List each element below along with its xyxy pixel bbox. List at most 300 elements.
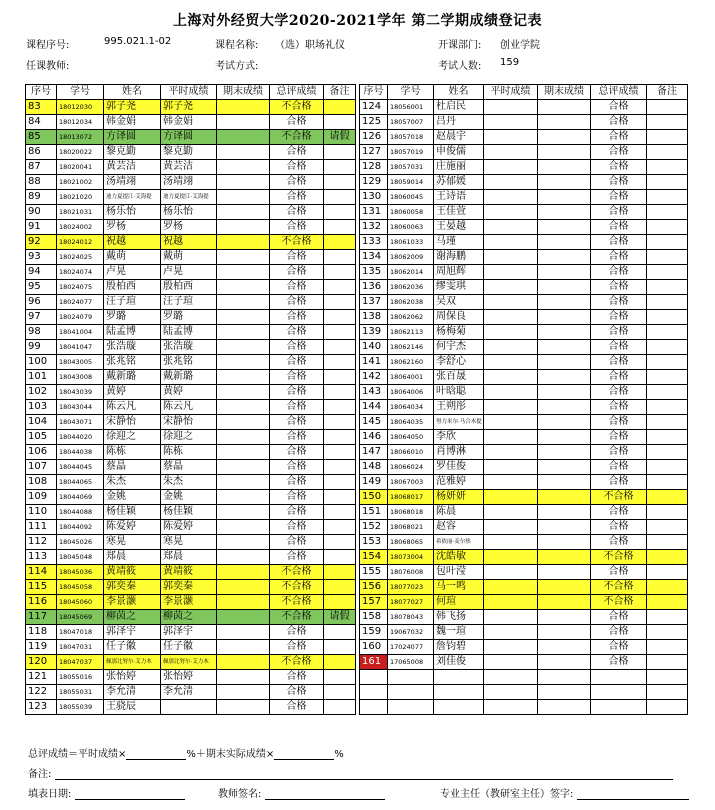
student-name: 申俊儒 [434, 145, 484, 160]
student-id: 17065008 [388, 655, 434, 670]
remark [324, 310, 356, 325]
regular-score [484, 115, 538, 130]
regular-score [484, 670, 538, 685]
remark [647, 490, 688, 505]
row-number: 154 [360, 550, 388, 565]
student-name: 王朔彤 [434, 400, 484, 415]
row-number: 133 [360, 235, 388, 250]
total-score: 不合格 [591, 580, 647, 595]
remark [647, 565, 688, 580]
final-score [217, 430, 270, 445]
total-score: 合格 [270, 475, 324, 490]
student-name: 殷柏西 [104, 280, 161, 295]
student-name [434, 685, 484, 700]
student-name: 王晏越 [434, 220, 484, 235]
remark [647, 355, 688, 370]
final-score [538, 190, 591, 205]
remark [324, 385, 356, 400]
regular-score: 陈云凡 [161, 400, 217, 415]
row-number: 150 [360, 490, 388, 505]
final-score [538, 700, 591, 715]
final-score [217, 265, 270, 280]
total-score: 合格 [270, 115, 324, 130]
remark [647, 220, 688, 235]
final-score [538, 625, 591, 640]
final-score [538, 520, 591, 535]
student-name: 任子徽 [104, 640, 161, 655]
student-id: 18060058 [388, 205, 434, 220]
total-score: 不合格 [270, 595, 324, 610]
total-score: 合格 [591, 370, 647, 385]
row-number: 94 [26, 265, 57, 280]
row-number: 151 [360, 505, 388, 520]
remark [324, 430, 356, 445]
final-score [217, 550, 270, 565]
remark [324, 415, 356, 430]
row-number: 113 [26, 550, 57, 565]
table-row [26, 685, 356, 700]
final-score [217, 505, 270, 520]
student-name: 努力米尔·马合木提 [434, 415, 484, 430]
regular-score [484, 100, 538, 115]
regular-score: 郑晨 [161, 550, 217, 565]
final-score [217, 490, 270, 505]
regular-score [484, 565, 538, 580]
student-id: 18064001 [388, 370, 434, 385]
regular-score: 蔡晶 [161, 460, 217, 475]
remark [324, 625, 356, 640]
table-row [360, 400, 688, 415]
student-id: 18044045 [57, 460, 104, 475]
total-score: 合格 [270, 625, 324, 640]
student-id: 18062062 [388, 310, 434, 325]
header-no: 序号 [360, 85, 388, 100]
remark [647, 655, 688, 670]
dept-value: 创业学院 [500, 40, 540, 51]
total-score: 合格 [591, 250, 647, 265]
row-number: 88 [26, 175, 57, 190]
total-score: 不合格 [591, 490, 647, 505]
row-number: 130 [360, 190, 388, 205]
total-score: 合格 [270, 340, 324, 355]
row-number: 131 [360, 205, 388, 220]
student-name: 陈晨 [434, 505, 484, 520]
total-score: 合格 [270, 280, 324, 295]
student-name: 李允清 [104, 685, 161, 700]
regular-score [484, 655, 538, 670]
row-number: 98 [26, 325, 57, 340]
row-number: 121 [26, 670, 57, 685]
student-name: 周保良 [434, 310, 484, 325]
student-name: 刘佳俊 [434, 655, 484, 670]
director-sign-label: 专业主任（教研室主任）签字: [440, 789, 574, 800]
remark [647, 520, 688, 535]
header-total-score: 总评成绩 [270, 85, 324, 100]
student-id: 18024074 [57, 265, 104, 280]
total-score: 不合格 [270, 100, 324, 115]
page-title: 上海对外经贸大学2020-2021学年 第二学期成绩登记表 [172, 13, 543, 29]
regular-score: 李景灏 [161, 595, 217, 610]
regular-score [484, 175, 538, 190]
final-score [217, 325, 270, 340]
final-score [538, 505, 591, 520]
student-id: 18024025 [57, 250, 104, 265]
remark [324, 160, 356, 175]
student-name: 希依丽·麦尔热 [434, 535, 484, 550]
row-number: 125 [360, 115, 388, 130]
total-score: 不合格 [270, 235, 324, 250]
final-score [217, 595, 270, 610]
table-row [360, 700, 688, 715]
final-score [538, 610, 591, 625]
regular-score: 郭泽宇 [161, 625, 217, 640]
total-score: 合格 [591, 445, 647, 460]
table-row [360, 295, 688, 310]
total-score: 合格 [270, 220, 324, 235]
total-score: 合格 [270, 550, 324, 565]
student-id: 18024075 [57, 280, 104, 295]
table-row [26, 175, 356, 190]
student-id: 18021031 [57, 205, 104, 220]
final-score [538, 550, 591, 565]
row-number: 116 [26, 595, 57, 610]
table-row [26, 190, 356, 205]
student-name: 杨佳颖 [104, 505, 161, 520]
regular-score: 韩金娟 [161, 115, 217, 130]
remark [647, 370, 688, 385]
student-name: 黄靖筱 [104, 565, 161, 580]
teacher-sign-row [218, 785, 385, 800]
table-row [26, 340, 356, 355]
header-remark: 备注 [324, 85, 356, 100]
total-score: 不合格 [270, 655, 324, 670]
total-score: 合格 [270, 250, 324, 265]
final-score [538, 205, 591, 220]
row-number: 109 [26, 490, 57, 505]
student-id [388, 700, 434, 715]
regular-score [484, 415, 538, 430]
student-id: 18076008 [388, 565, 434, 580]
student-name: 郭奕秦 [104, 580, 161, 595]
row-number: 157 [360, 595, 388, 610]
table-row [360, 115, 688, 130]
student-id: 18024002 [57, 220, 104, 235]
course-name-label: 课程名称: [215, 40, 259, 51]
count-value: 159 [500, 57, 520, 68]
remark [647, 250, 688, 265]
row-number: 95 [26, 280, 57, 295]
row-number: 114 [26, 565, 57, 580]
student-name: 杨妍妍 [434, 490, 484, 505]
total-score: 合格 [591, 115, 647, 130]
row-number: 111 [26, 520, 57, 535]
student-name: 卢晃 [104, 265, 161, 280]
header-id: 学号 [388, 85, 434, 100]
total-score: 合格 [270, 370, 324, 385]
student-id: 18068065 [388, 535, 434, 550]
course-no: 995.021.1-02 [104, 36, 172, 47]
table-row [26, 220, 356, 235]
final-score [217, 415, 270, 430]
final-score [217, 340, 270, 355]
regular-score: 黄靖筱 [161, 565, 217, 580]
student-name: 佩那比努尔·艾力木 [104, 655, 161, 670]
total-score: 合格 [591, 160, 647, 175]
table-row [360, 340, 688, 355]
student-id: 18021020 [57, 190, 104, 205]
remark [647, 670, 688, 685]
total-score: 合格 [270, 505, 324, 520]
regular-score [484, 235, 538, 250]
table-row [26, 430, 356, 445]
row-number: 92 [26, 235, 57, 250]
total-score: 不合格 [270, 580, 324, 595]
regular-score [484, 310, 538, 325]
regular-score [484, 475, 538, 490]
student-name: 戴萌 [104, 250, 161, 265]
regular-score: 戴新璐 [161, 370, 217, 385]
student-id: 18045058 [57, 580, 104, 595]
table-row [360, 370, 688, 385]
row-number: 161 [360, 655, 388, 670]
remark [647, 115, 688, 130]
table-row [26, 265, 356, 280]
student-id: 18062014 [388, 265, 434, 280]
table-row [360, 235, 688, 250]
final-score [538, 535, 591, 550]
row-number: 89 [26, 190, 57, 205]
header-final-score: 期末成绩 [217, 85, 270, 100]
student-name: 寒晃 [104, 535, 161, 550]
regular-score: 迪力夏提江·艾海提 [161, 190, 217, 205]
final-score [217, 310, 270, 325]
remark [647, 580, 688, 595]
student-id: 18024012 [57, 235, 104, 250]
remark [647, 385, 688, 400]
remark [647, 505, 688, 520]
student-name: 范雅婷 [434, 475, 484, 490]
regular-score [484, 625, 538, 640]
remark [324, 475, 356, 490]
regular-score: 张浩璇 [161, 340, 217, 355]
final-score [217, 580, 270, 595]
table-row [360, 325, 688, 340]
final-score [538, 115, 591, 130]
total-score: 合格 [270, 535, 324, 550]
regular-score: 罗杨 [161, 220, 217, 235]
header-name: 姓名 [434, 85, 484, 100]
final-score [217, 640, 270, 655]
total-score: 不合格 [591, 550, 647, 565]
final-score [538, 460, 591, 475]
remark [647, 445, 688, 460]
row-number: 127 [360, 145, 388, 160]
student-id: 18044069 [57, 490, 104, 505]
row-number: 132 [360, 220, 388, 235]
row-number: 101 [26, 370, 57, 385]
formula-part-a: 总评成绩＝平时成绩× [28, 749, 127, 760]
student-id: 18066010 [388, 445, 434, 460]
row-number: 103 [26, 400, 57, 415]
regular-score: 陆孟博 [161, 325, 217, 340]
row-number: 138 [360, 310, 388, 325]
formula-part-c: % [334, 749, 344, 760]
row-number: 148 [360, 460, 388, 475]
regular-score: 陈栋 [161, 445, 217, 460]
total-score: 合格 [270, 205, 324, 220]
table-row [26, 385, 356, 400]
table-row [26, 235, 356, 250]
final-score [217, 250, 270, 265]
table-row [360, 505, 688, 520]
student-name: 黄芸洁 [104, 160, 161, 175]
table-row [360, 385, 688, 400]
regular-score: 佩那比努尔·艾力木 [161, 655, 217, 670]
final-score [538, 580, 591, 595]
table-row [26, 670, 356, 685]
student-name: 陈爱婷 [104, 520, 161, 535]
row-number: 115 [26, 580, 57, 595]
table-row [360, 250, 688, 265]
student-name: 金姚 [104, 490, 161, 505]
student-id: 18060045 [388, 190, 434, 205]
total-score: 合格 [270, 175, 324, 190]
final-score [538, 685, 591, 700]
table-row [26, 100, 356, 115]
final-score [538, 145, 591, 160]
date-label: 填表日期: [28, 789, 72, 800]
total-score: 合格 [591, 625, 647, 640]
student-name: 庄施丽 [434, 160, 484, 175]
remark [324, 460, 356, 475]
final-score [538, 385, 591, 400]
table-row [360, 430, 688, 445]
student-id: 18077023 [388, 580, 434, 595]
student-name: 戴新璐 [104, 370, 161, 385]
regular-score [484, 355, 538, 370]
remark [647, 295, 688, 310]
row-number [360, 685, 388, 700]
student-name: 周旭辉 [434, 265, 484, 280]
student-id: 18020041 [57, 160, 104, 175]
student-name: 韩金娟 [104, 115, 161, 130]
student-id [388, 670, 434, 685]
student-id: 19067032 [388, 625, 434, 640]
regular-score: 郭奕秦 [161, 580, 217, 595]
regular-score [484, 535, 538, 550]
final-score [217, 400, 270, 415]
table-row [26, 310, 356, 325]
remark [647, 265, 688, 280]
remark [647, 595, 688, 610]
final-score [538, 595, 591, 610]
total-score: 合格 [270, 430, 324, 445]
student-id: 18064006 [388, 385, 434, 400]
remark [647, 205, 688, 220]
row-number: 119 [26, 640, 57, 655]
final-score [217, 475, 270, 490]
table-row [26, 655, 356, 670]
student-name: 郭子尧 [104, 100, 161, 115]
final-score [538, 370, 591, 385]
table-row [360, 625, 688, 640]
remark [324, 580, 356, 595]
student-id: 18043039 [57, 385, 104, 400]
director-sign-blank [577, 799, 689, 800]
total-score: 合格 [591, 355, 647, 370]
table-row [360, 205, 688, 220]
student-name: 罗杨 [104, 220, 161, 235]
student-name: 马一鸣 [434, 580, 484, 595]
row-number: 104 [26, 415, 57, 430]
total-score: 合格 [591, 325, 647, 340]
final-score [217, 205, 270, 220]
row-number: 142 [360, 370, 388, 385]
regular-score [484, 640, 538, 655]
table-row [360, 355, 688, 370]
student-name: 李舒心 [434, 355, 484, 370]
row-number: 106 [26, 445, 57, 460]
row-number: 108 [26, 475, 57, 490]
remark [324, 175, 356, 190]
final-score [538, 655, 591, 670]
row-number: 156 [360, 580, 388, 595]
row-number: 93 [26, 250, 57, 265]
remark [647, 700, 688, 715]
final-score [217, 625, 270, 640]
table-row [360, 220, 688, 235]
remark [324, 100, 356, 115]
total-score: 合格 [270, 415, 324, 430]
total-score [591, 685, 647, 700]
remark [324, 640, 356, 655]
student-name: 赵容 [434, 520, 484, 535]
regular-score [484, 370, 538, 385]
student-name: 蔡晶 [104, 460, 161, 475]
remark [647, 340, 688, 355]
regular-score: 罗璐 [161, 310, 217, 325]
student-id: 18047018 [57, 625, 104, 640]
row-number: 100 [26, 355, 57, 370]
student-name: 罗佳俊 [434, 460, 484, 475]
total-score: 合格 [270, 295, 324, 310]
regular-weight-blank [126, 759, 186, 760]
total-score: 合格 [591, 175, 647, 190]
row-number: 158 [360, 610, 388, 625]
student-name: 黄婷 [104, 385, 161, 400]
row-number: 144 [360, 400, 388, 415]
total-score: 合格 [591, 235, 647, 250]
total-score: 合格 [591, 475, 647, 490]
student-id: 18045069 [57, 610, 104, 625]
regular-score [484, 160, 538, 175]
table-row [360, 175, 688, 190]
regular-score [484, 490, 538, 505]
row-number: 143 [360, 385, 388, 400]
final-score [217, 460, 270, 475]
student-name: 杨乐怡 [104, 205, 161, 220]
regular-score [484, 505, 538, 520]
table-row [26, 550, 356, 565]
row-number: 139 [360, 325, 388, 340]
student-id: 18056001 [388, 100, 434, 115]
remark [647, 280, 688, 295]
final-score [217, 610, 270, 625]
student-name: 陈栋 [104, 445, 161, 460]
total-score: 合格 [270, 325, 324, 340]
remark [647, 625, 688, 640]
regular-score [484, 610, 538, 625]
